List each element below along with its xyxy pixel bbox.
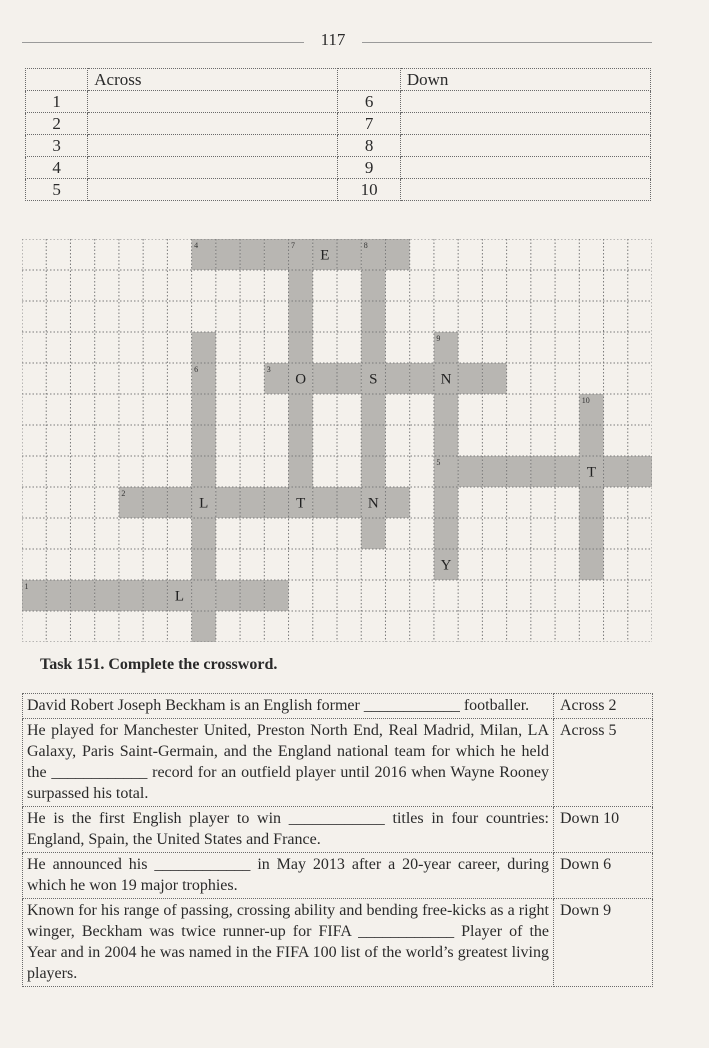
crossword-cell <box>628 456 652 487</box>
crossword-letter: N <box>367 495 379 512</box>
across-answer-cell[interactable] <box>88 91 338 113</box>
crossword-cell <box>313 487 337 518</box>
crossword-cell <box>240 487 264 518</box>
down-answer-cell[interactable] <box>400 91 650 113</box>
down-number: 10 <box>338 179 400 201</box>
crossword-cell <box>361 332 385 363</box>
crossword-cell <box>192 580 216 611</box>
clue-number: 6 <box>194 365 199 374</box>
crossword-cell <box>361 425 385 456</box>
crossword-cell <box>337 239 361 270</box>
across-header: Across <box>88 69 338 91</box>
crossword-cell <box>192 425 216 456</box>
down-number: 6 <box>338 91 400 113</box>
across-number: 4 <box>26 157 88 179</box>
clue-text: David Robert Joseph Beckham is an English former ____________ footballer. <box>23 694 554 719</box>
across-number: 5 <box>26 179 88 201</box>
clue-text: Known for his range of passing, crossing ability and bending free-kicks as a right winger, Beckham was twice runner-up for FIFA ____________ Player of the Year and in 2004 he was named in the FIFA 100 list of the world’s greatest living players. <box>23 899 554 987</box>
down-number: 9 <box>338 157 400 179</box>
crossword-cell <box>507 456 531 487</box>
crossword-cell <box>385 363 409 394</box>
crossword-letter: O <box>295 371 307 388</box>
crossword-cell <box>192 456 216 487</box>
crossword-cell <box>434 487 458 518</box>
crossword-cell <box>289 394 313 425</box>
header-blank-cell <box>26 69 88 91</box>
across-answer-cell[interactable] <box>88 113 338 135</box>
crossword-cell <box>192 611 216 642</box>
clue-reference: Down 9 <box>554 899 653 987</box>
answer-row <box>26 157 651 179</box>
crossword-cell <box>434 394 458 425</box>
crossword-cell <box>46 580 70 611</box>
clue-number: 5 <box>436 458 441 467</box>
crossword-letter: E <box>320 247 330 264</box>
clue-number: 2 <box>121 489 126 498</box>
crossword-cell <box>143 580 167 611</box>
crossword-cell <box>289 301 313 332</box>
crossword-svg <box>22 239 652 642</box>
crossword-cell <box>264 487 288 518</box>
crossword-cell <box>361 456 385 487</box>
clue-number: 10 <box>581 396 590 405</box>
crossword-letter: L <box>199 495 209 512</box>
clue-reference: Across 2 <box>554 694 653 719</box>
clue-table <box>22 693 653 987</box>
crossword-cell <box>579 487 603 518</box>
crossword-cell <box>410 363 434 394</box>
crossword-cell <box>240 580 264 611</box>
crossword-letter: T <box>296 495 306 512</box>
crossword-cell <box>337 487 361 518</box>
crossword-cell <box>531 456 555 487</box>
clue-number: 4 <box>194 241 199 250</box>
clue-row <box>23 694 653 719</box>
crossword-cell <box>482 363 506 394</box>
crossword-letter: Y <box>440 557 452 574</box>
down-answer-cell[interactable] <box>400 135 650 157</box>
clue-number: 8 <box>363 241 368 250</box>
crossword-cell <box>434 425 458 456</box>
crossword-cell <box>95 580 119 611</box>
clue-number: 1 <box>24 582 29 591</box>
crossword-cell <box>579 518 603 549</box>
crossword-cell <box>313 363 337 394</box>
clue-reference: Down 6 <box>554 853 653 899</box>
across-answer-cell[interactable] <box>88 157 338 179</box>
down-number: 8 <box>338 135 400 157</box>
crossword-cell <box>604 456 628 487</box>
across-number: 3 <box>26 135 88 157</box>
page-number: 117 <box>320 30 346 49</box>
clue-number: 7 <box>291 241 296 250</box>
crossword-cell <box>216 239 240 270</box>
crossword-letter: N <box>440 371 452 388</box>
crossword-cell <box>192 549 216 580</box>
answer-table <box>25 68 651 201</box>
down-answer-cell[interactable] <box>400 157 650 179</box>
task-title: Task 151. Complete the crossword. <box>40 656 278 673</box>
answer-row <box>26 135 651 157</box>
crossword-cell <box>70 580 94 611</box>
crossword-cell <box>119 580 143 611</box>
crossword-letter: T <box>586 464 597 481</box>
clue-number: 9 <box>436 334 441 343</box>
crossword-cell <box>361 394 385 425</box>
header-rule-right <box>362 42 652 43</box>
crossword-cell <box>289 332 313 363</box>
across-answer-cell[interactable] <box>88 179 338 201</box>
down-header: Down <box>400 69 650 91</box>
crossword-cell <box>361 301 385 332</box>
crossword-cell <box>264 239 288 270</box>
crossword-cell <box>240 239 264 270</box>
crossword-cell <box>192 332 216 363</box>
clue-number: 3 <box>266 365 271 374</box>
crossword-cell <box>264 580 288 611</box>
answer-table-header <box>26 69 651 91</box>
crossword-cell <box>216 487 240 518</box>
clue-text: He played for Manchester United, Preston North End, Real Madrid, Milan, LA Galaxy, Paris Saint-Germain, and the England national team for which he held the ____________ record for an outfield player until 2016 when Wayne Rooney surpassed his total. <box>23 719 554 807</box>
clue-row <box>23 719 653 807</box>
crossword-cell <box>289 270 313 301</box>
across-number: 1 <box>26 91 88 113</box>
crossword-cell <box>361 518 385 549</box>
crossword-letter: S <box>369 371 378 388</box>
crossword-grid <box>22 239 652 642</box>
crossword-cell <box>216 580 240 611</box>
crossword-cell <box>337 363 361 394</box>
answer-row <box>26 179 651 201</box>
crossword-cell <box>579 425 603 456</box>
crossword-cell <box>385 239 409 270</box>
answer-row <box>26 91 651 113</box>
header-blank-cell <box>338 69 400 91</box>
across-answer-cell[interactable] <box>88 135 338 157</box>
crossword-cell <box>361 270 385 301</box>
down-number: 7 <box>338 113 400 135</box>
clue-row <box>23 853 653 899</box>
answer-row <box>26 113 651 135</box>
down-answer-cell[interactable] <box>400 179 650 201</box>
crossword-cell <box>458 456 482 487</box>
clue-reference: Down 10 <box>554 807 653 853</box>
crossword-cell <box>167 487 191 518</box>
crossword-cell <box>579 549 603 580</box>
crossword-cell <box>458 363 482 394</box>
clue-text: He announced his ____________ in May 2013 after a 20-year career, during which he won 19 major trophies. <box>23 853 554 899</box>
clue-row <box>23 807 653 853</box>
crossword-cell <box>482 456 506 487</box>
crossword-cell <box>289 456 313 487</box>
crossword-cell <box>289 425 313 456</box>
crossword-cell <box>434 518 458 549</box>
crossword-cell <box>385 487 409 518</box>
across-number: 2 <box>26 113 88 135</box>
crossword-cell <box>192 394 216 425</box>
header-rule-left <box>22 42 304 43</box>
crossword-cell <box>555 456 579 487</box>
clue-reference: Across 5 <box>554 719 653 807</box>
crossword-cell <box>143 487 167 518</box>
crossword-letter: L <box>174 588 185 605</box>
down-answer-cell[interactable] <box>400 113 650 135</box>
clue-text: He is the first English player to win ____________ titles in four countries: England, Spain, the United States and France. <box>23 807 554 853</box>
page-header <box>22 28 652 52</box>
crossword-cell <box>192 518 216 549</box>
clue-row <box>23 899 653 987</box>
